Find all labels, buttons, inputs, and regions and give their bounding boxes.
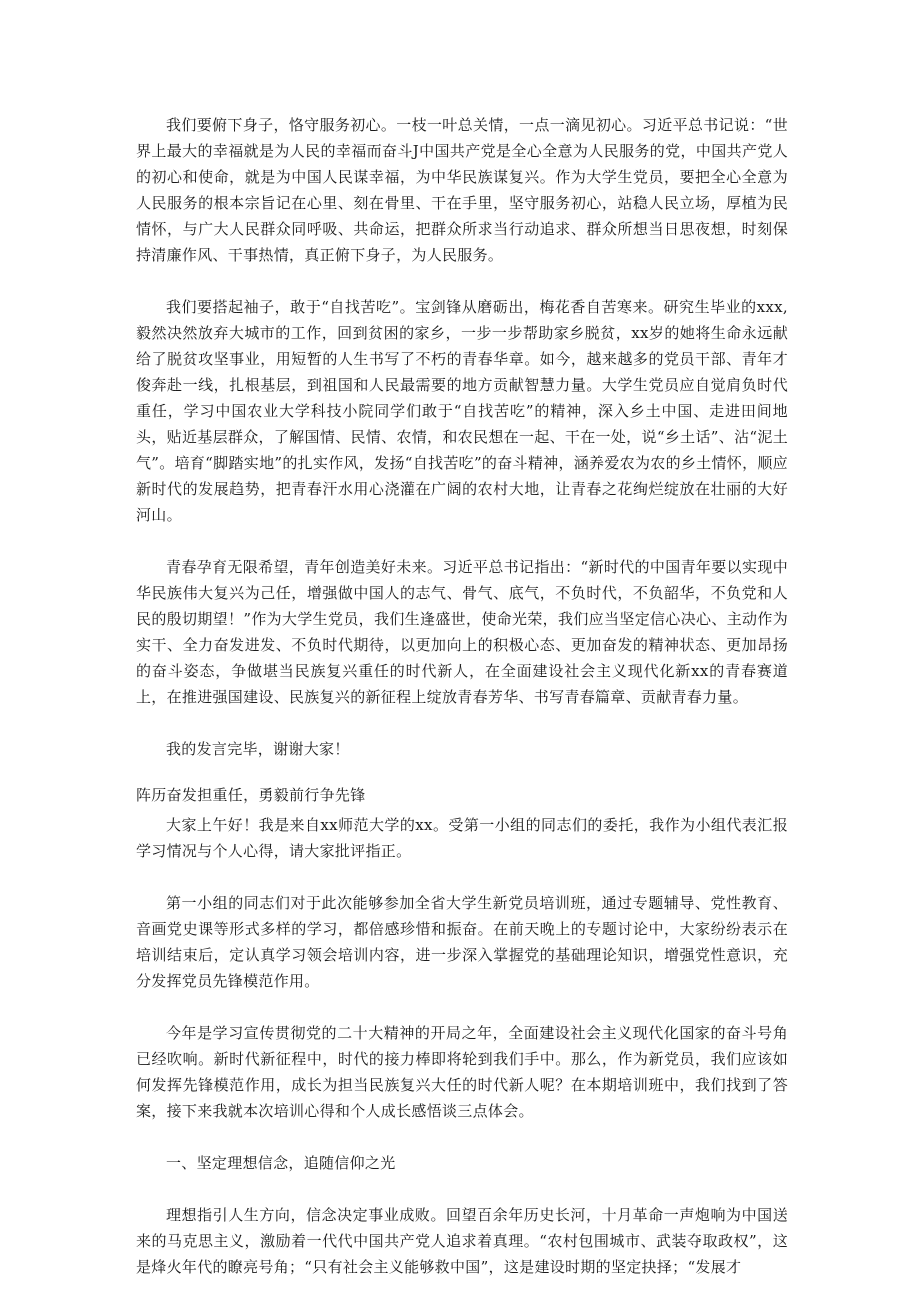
paragraph-youth-hope: 青春孕育无限希望，青年创造美好未来。习近平总书记指出：“新时代的中国青年要以实现中华民族伟大复兴为己任，增强做中国人的志气、骨气、底气，不负时代，不负韶华，不负党和人民的殷切期望！”作为大学生党员，我们生逢盛世，使命光荣，我们应当坚定信心决心、主动作为实干、全力奋发进发、不负时代期待，以更加向上的积极心态、更加奋发的精神状态、更加昂扬的奋斗姿态，争做堪当民族复兴重任的时代新人，在全面建设社会主义现代化新xx的青春赛道上，在推进强国建设、民族复兴的新征程上绽放青春芳华、书写青春篇章、贡献青春力量。 (136, 558, 788, 706)
paragraph-greeting: 大家上午好！我是来自xx师范大学的xx。受第一小组的同志们的委托，我作为小组代表汇报学习情况与个人心得，请大家批评指正。 (136, 816, 788, 860)
paragraph-ideals-faith: 理想指引人生方向，信念决定事业成败。回望百余年历史长河，十月革命一声炮响为中国送来的马克思主义，激励着一代代中国共产党人追求着真理。“农村包围城市、武装夺取政权”，这是烽火年代的瞭亮号角；“只有社会主义能够救中国”，这是建设时期的坚定抉择；“发展才 (136, 1206, 788, 1276)
paragraph-group-training: 第一小组的同志们对于此次能够参加全省大学生新党员培训班，通过专题辅导、党性教育、音画党史课等形式多样的学习，都倍感珍惜和振奋。在前天晚上的专题讨论中，大家纷纷表示在培训结束后，定认真学习领会培训内容，进一步深入掌握党的基础理论知识，增强党性意识，充分发挥党员先锋模范作用。 (136, 894, 788, 990)
paragraph-new-era: 今年是学习宣传贯彻党的二十大精神的开局之年，全面建设社会主义现代化国家的奋斗号角已经吹响。新时代新征程中，时代的接力棒即将轮到我们手中。那么，作为新党员，我们应该如何发挥先锋模范作用，成长为担当民族复兴大任的时代新人呢？在本期培训班中，我们找到了答案，接下来我就本次培训心得和个人成长感悟谈三点体会。 (136, 1024, 788, 1120)
paragraph-hardship: 我们要搭起袖子，敢于“自找苦吃”。宝剑锋从磨砺出，梅花香自苦寒来。研究生毕业的xxx,毅然决然放弃大城市的工作，回到贫困的家乡，一步一步帮助家乡脱贫，xx岁的她将生命永远献给了脱贫攻坚事业，用短暂的人生书写了不朽的青春华章。如今，越来越多的党员干部、青年才俊奔赴一线，扎根基层，到祖国和人民最需要的地方贡献智慧力量。大学生党员应自觉肩负时代重任，学习中国农业大学科技小院同学们敢于“自找苦吃”的精神，深入乡土中国、走进田间地头，贴近基层群众，了解国情、民情、农情，和农民想在一起、干在一处，说“乡土话”、沾“泥土气”。培育“脚踏实地”的扎实作风，发扬“自找苦吃”的奋斗精神，涵养爱农为农的乡土情怀，顺应新时代的发展趋势，把青春汗水用心浇灌在广阔的农村大地，让青春之花绚烂绽放在壮丽的大好河山。 (136, 298, 788, 524)
section-title: 阵历奋发担重任，勇毅前行争先锋 (136, 786, 366, 804)
paragraph-closing: 我的发言完毕，谢谢大家！ (166, 740, 350, 758)
paragraph-serve-people: 我们要俯下身子，恪守服务初心。一枝一叶总关情，一点一滴见初心。习近平总书记说：“世界上最大的幸福就是为人民的幸福而奋斗J中国共产党是全心全意为人民服务的党，中国共产党人的初心和使命，就是为中国人民谋幸福，为中华民族谋复兴。作为大学生党员，要把全心全意为人民服务的根本宗旨记在心里、刻在骨里、干在手里，坚守服务初心，站稳人民立场，厚植为民情怀，与广大人民群众同呼吸、共命运，把群众所求当行动追求、群众所想当日思夜想，时刻保持清廉作风、干事热情，真正俯下身子，为人民服务。 (136, 116, 788, 264)
document-body (136, 112, 788, 1280)
heading-ideals: 一、坚定理想信念，追随信仰之光 (166, 1154, 396, 1172)
